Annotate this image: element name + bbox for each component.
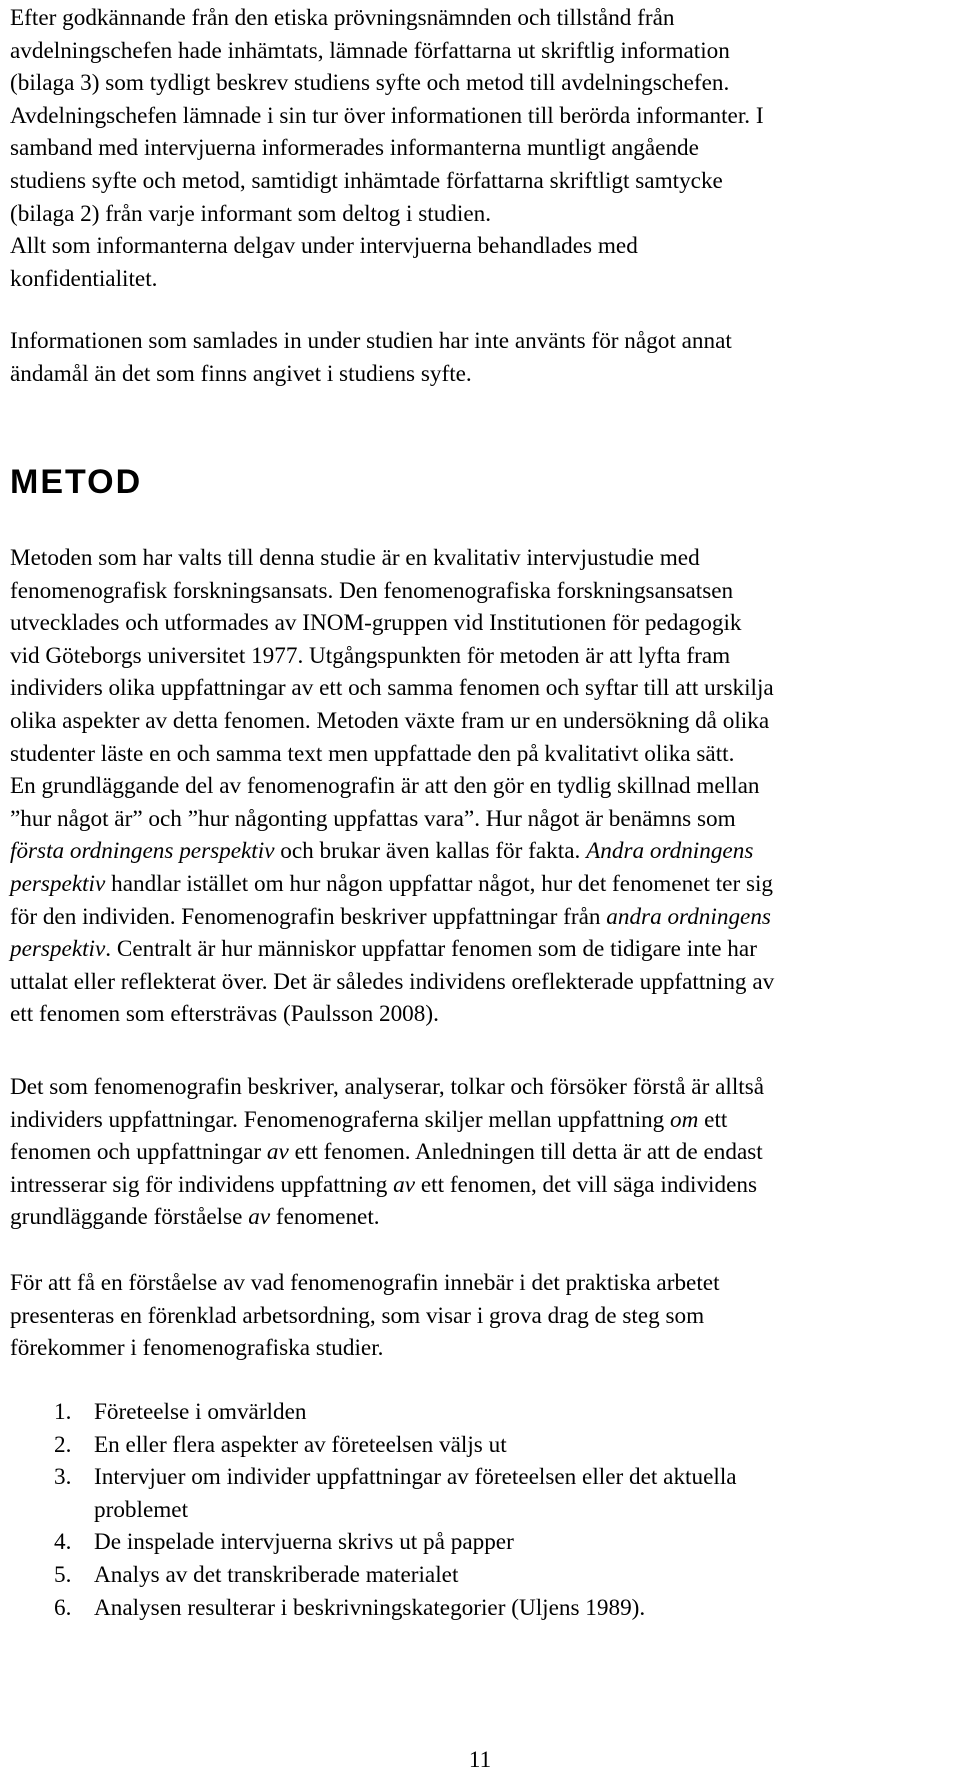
text-line: studiens syfte och metod, samtidigt inhämtade författarna skriftligt samtycke	[10, 167, 723, 194]
text-fragment: grundläggande förståelse	[10, 1204, 249, 1231]
text-fragment: individers uppfattningar. Fenomenograferna skiljer mellan uppfattning	[10, 1106, 671, 1133]
text-line: (bilaga 2) från varje informant som deltog i studien.	[10, 200, 492, 227]
italic-term: perspektiv	[10, 870, 106, 897]
text-line: (bilaga 3) som tydligt beskrev studiens syfte och metod till avdelningschefen.	[10, 70, 730, 97]
list-item	[10, 1559, 945, 1592]
list-item-number: 2.	[54, 1431, 72, 1458]
text-fragment: intresserar sig för individens uppfattning	[10, 1171, 394, 1198]
italic-term: av	[266, 1139, 289, 1166]
text-line: studenter läste en och samma text men uppfattade den på kvalitativt olika sätt.	[10, 740, 735, 767]
list-item-text: Företeelse i omvärlden	[94, 1399, 307, 1425]
text-line: utvecklades och utformades av INOM-gruppen vid Institutionen för pedagogik	[10, 610, 742, 637]
text-line: samband med intervjuerna informerades informanterna muntligt angående	[10, 135, 699, 162]
list-item-number: 4.	[54, 1529, 72, 1556]
text-fragment: . Centralt är hur människor uppfattar fenomen som de tidigare inte har	[105, 936, 757, 963]
list-item	[10, 1461, 945, 1526]
italic-term: om	[670, 1106, 699, 1133]
paragraph-ethics	[10, 2, 945, 295]
text-fragment: fenomenet.	[270, 1204, 380, 1231]
text-line: avdelningschefen hade inhämtats, lämnade författarna ut skriftlig information	[10, 37, 730, 64]
list-item	[10, 1592, 945, 1625]
text-line: Det som fenomenografin beskriver, analyserar, tolkar och försöker förstå är alltså	[10, 1074, 765, 1100]
text-line: presenteras en förenklad arbetsordning, som visar i grova drag de steg som	[10, 1302, 705, 1329]
text-line: Avdelningschefen lämnade i sin tur över informationen till berörda informanter. I	[10, 102, 764, 129]
text-fragment: för den individen. Fenomenografin beskriver uppfattningar från	[10, 903, 607, 930]
italic-term: första ordningens perspektiv	[10, 838, 275, 865]
text-line: Efter godkännande från den etiska prövningsnämnden och tillstånd från	[10, 5, 675, 31]
text-fragment: fenomen och uppfattningar	[10, 1139, 267, 1166]
text-line: En grundläggande del av fenomenografin är att den gör en tydlig skillnad mellan	[10, 773, 760, 800]
work-steps-list	[10, 1396, 945, 1624]
text-line: konfidentialitet.	[10, 265, 158, 292]
text-line: Allt som informanterna delgav under intervjuerna behandlades med	[10, 233, 638, 260]
section-heading-metod: METOD	[10, 463, 143, 501]
paragraph-work-order	[10, 1267, 945, 1365]
list-item-text: De inspelade intervjuerna skrivs ut på papper	[94, 1529, 514, 1556]
text-line: olika aspekter av detta fenomen. Metoden växte fram ur en undersökning då olika	[10, 707, 770, 734]
text-line: ändamål än det som finns angivet i studiens syfte.	[10, 360, 472, 387]
list-item-text: Analys av det transkriberade materialet	[94, 1561, 459, 1588]
text-fragment: ett	[698, 1106, 728, 1133]
text-line: fenomenografisk forskningsansats. Den fenomenografiska forskningsansatsen	[10, 577, 734, 604]
list-item-number: 6.	[54, 1594, 72, 1621]
list-item-text: Analysen resulterar i beskrivningskategorier (Uljens 1989).	[94, 1594, 646, 1621]
text-fragment: ett fenomen. Anledningen till detta är att de endast	[288, 1139, 763, 1166]
list-item-text: Intervjuer om individer uppfattningar av företeelsen eller det aktuella	[94, 1464, 737, 1491]
list-item	[10, 1526, 945, 1559]
text-line: För att få en förståelse av vad fenomenografin innebär i det praktiska arbetet	[10, 1270, 720, 1296]
text-fragment: handlar istället om hur någon uppfattar något, hur det fenomenet ter sig	[105, 870, 774, 897]
text-fragment: och brukar även kallas för fakta.	[274, 838, 587, 865]
list-item	[10, 1429, 945, 1462]
list-item-number: 5.	[54, 1561, 72, 1588]
text-line: förekommer i fenomenografiska studier.	[10, 1335, 384, 1362]
text-line: vid Göteborgs universitet 1977. Utgångspunkten för metoden är att lyfta fram	[10, 642, 731, 669]
italic-term: Andra ordningens	[586, 838, 754, 865]
text-line: ett fenomen som eftersträvas (Paulsson 2008).	[10, 1001, 439, 1028]
list-item-number: 1.	[54, 1399, 72, 1425]
italic-term: andra ordningens	[606, 903, 771, 930]
italic-term: av	[248, 1204, 271, 1231]
paragraph-information-use	[10, 325, 945, 390]
list-item-text-continuation: problemet	[94, 1496, 189, 1523]
list-item	[10, 1396, 945, 1429]
text-line: individers olika uppfattningar av ett och samma fenomen och syftar till att urskilja	[10, 675, 774, 702]
italic-term: perspektiv	[10, 936, 106, 963]
list-item-number: 3.	[54, 1464, 72, 1491]
paragraph-method	[10, 542, 945, 1031]
italic-term: av	[393, 1171, 416, 1198]
paragraph-phenomenography	[10, 1071, 945, 1234]
text-line: ”hur något är” och ”hur någonting uppfattas vara”. Hur något är benämns som	[10, 805, 736, 832]
text-line: uttalat eller reflekterat över. Det är således individens oreflekterade uppfattning av	[10, 968, 775, 995]
page-number: 11	[468, 1747, 492, 1772]
text-fragment: ett fenomen, det vill säga individens	[415, 1171, 757, 1198]
list-item-text: En eller flera aspekter av företeelsen väljs ut	[94, 1431, 507, 1458]
text-line: Informationen som samlades in under studien har inte använts för något annat	[10, 328, 732, 354]
text-line: Metoden som har valts till denna studie är en kvalitativ intervjustudie med	[10, 545, 700, 571]
